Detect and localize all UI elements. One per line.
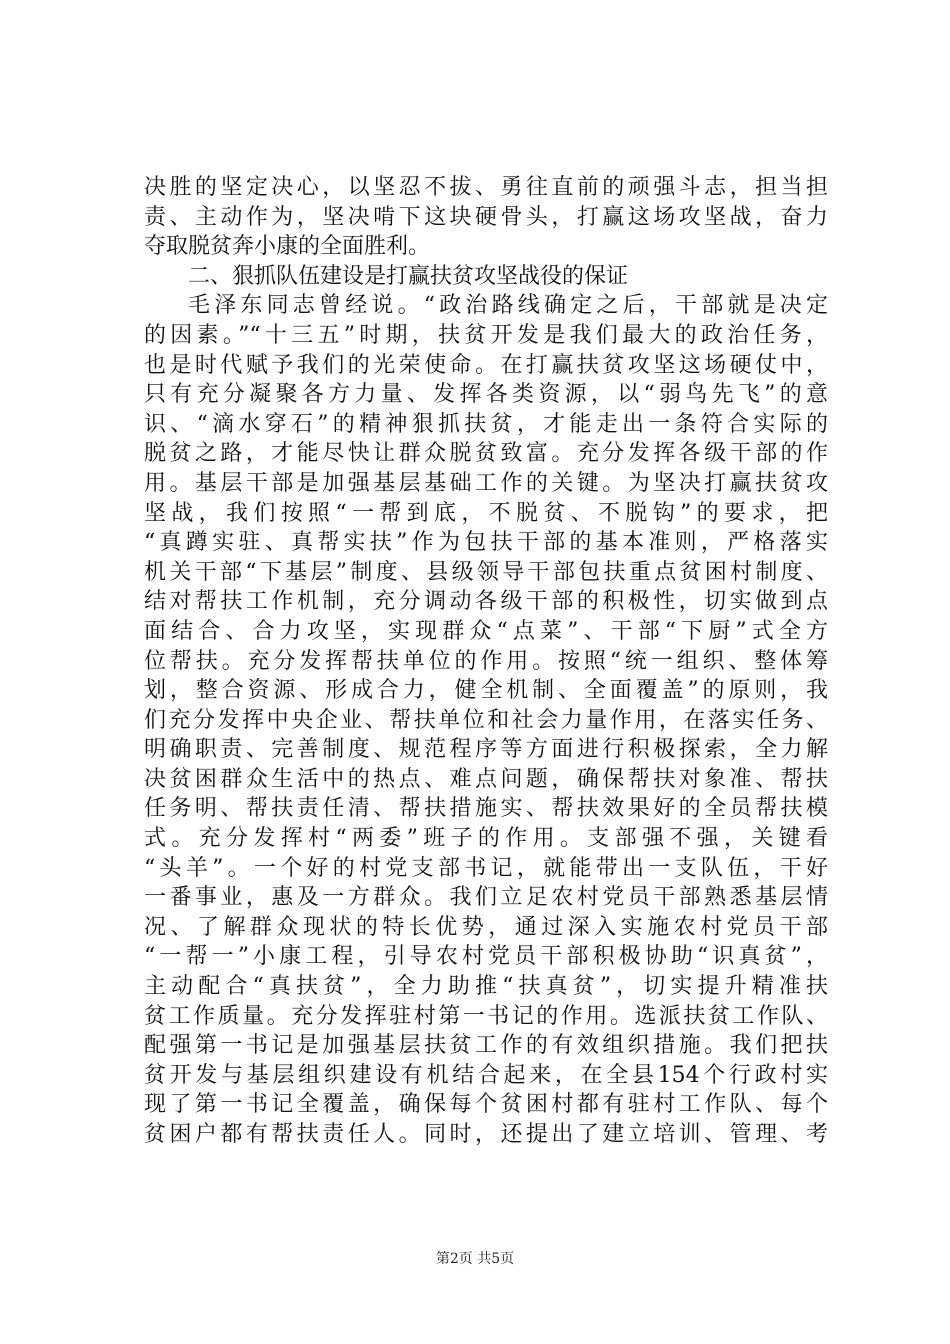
text-line: 现了第一书记全覆盖，确保每个贫困村都有驻村工作队、每个 bbox=[144, 1092, 828, 1118]
text-line: 式。充分发挥村“两委”班子的作用。支部强不强，关键看 bbox=[144, 826, 828, 852]
text-line: “真蹲实驻、真帮实扶”作为包扶干部的基本准则，严格落实 bbox=[144, 530, 828, 556]
text-line: “头羊”。一个好的村党支部书记，就能带出一支队伍，干好 bbox=[144, 855, 828, 881]
text-line: 脱贫之路，才能尽快让群众脱贫致富。充分发挥各级干部的作 bbox=[144, 441, 828, 467]
text-line: 机关干部“下基层”制度、县级领导干部包扶重点贫困村制度、 bbox=[144, 559, 828, 585]
text-line: 主动配合“真扶贫”，全力助推“扶真贫”，切实提升精准扶 bbox=[144, 974, 828, 1000]
text-line: 一番事业，惠及一方群众。我们立足农村党员干部熟悉基层情 bbox=[144, 885, 828, 911]
text-line: 贫开发与基层组织建设有机结合起来，在全县154个行政村实 bbox=[144, 1062, 828, 1088]
text-line: 况、了解群众现状的特长优势，通过深入实施农村党员干部 bbox=[144, 914, 828, 940]
text-line: 只有充分凝聚各方力量、发挥各类资源，以“弱鸟先飞”的意 bbox=[144, 382, 828, 408]
text-line: 明确职责、完善制度、规范程序等方面进行积极探索，全力解 bbox=[144, 737, 828, 763]
text-line: 也是时代赋予我们的光荣使命。在打赢扶贫攻坚这场硬仗中， bbox=[144, 352, 828, 378]
text-line: 的因素。”“十三五”时期，扶贫开发是我们最大的政治任务， bbox=[144, 322, 828, 348]
text-line: 决贫困群众生活中的热点、难点问题，确保帮扶对象准、帮扶 bbox=[144, 766, 828, 792]
text-line: 责、主动作为，坚决啃下这块硬骨头，打赢这场攻坚战，奋力 bbox=[144, 204, 828, 230]
text-line: 划，整合资源、形成合力，健全机制、全面覆盖”的原则，我 bbox=[144, 678, 828, 704]
text-line: 毛泽东同志曾经说。“政治路线确定之后，干部就是决定 bbox=[188, 293, 828, 319]
text-line: 识、“滴水穿石”的精神狠抓扶贫，才能走出一条符合实际的 bbox=[144, 411, 828, 437]
text-line: 们充分发挥中央企业、帮扶单位和社会力量作用，在落实任务、 bbox=[144, 707, 828, 733]
text-line: 贫工作质量。充分发挥驻村第一书记的作用。选派扶贫工作队、 bbox=[144, 1003, 828, 1029]
text-line: 贫困户都有帮扶责任人。同时，还提出了建立培训、管理、考 bbox=[144, 1122, 828, 1147]
text-line: 用。基层干部是加强基层基础工作的关键。为坚决打赢扶贫攻 bbox=[144, 470, 828, 496]
text-line: 位帮扶。充分发挥帮扶单位的作用。按照“统一组织、整体筹 bbox=[144, 648, 828, 674]
body-text bbox=[144, 173, 828, 1150]
text-line: 面结合、合力攻坚，实现群众“点菜”、干部“下厨”式全方 bbox=[144, 618, 828, 644]
text-line: 配强第一书记是加强基层扶贫工作的有效组织措施。我们把扶 bbox=[144, 1033, 828, 1059]
text-line: 坚战，我们按照“一帮到底，不脱贫、不脱钩”的要求，把 bbox=[144, 500, 828, 526]
text-line: “一帮一”小康工程，引导农村党员干部积极协助“识真贫”， bbox=[144, 944, 828, 970]
text-line: 任务明、帮扶责任清、帮扶措施实、帮扶效果好的全员帮扶模 bbox=[144, 796, 828, 822]
text-line: 夺取脱贫奔小康的全面胜利。 bbox=[144, 234, 431, 260]
page-footer: 第2页 共5页 bbox=[435, 1251, 515, 1267]
section-heading: 二、狠抓队伍建设是打赢扶贫攻坚战役的保证 bbox=[188, 263, 629, 289]
text-line: 结对帮扶工作机制，充分调动各级干部的积极性，切实做到点 bbox=[144, 589, 828, 615]
text-line: 决胜的坚定决心，以坚忍不拔、勇往直前的顽强斗志，担当担 bbox=[144, 175, 828, 200]
